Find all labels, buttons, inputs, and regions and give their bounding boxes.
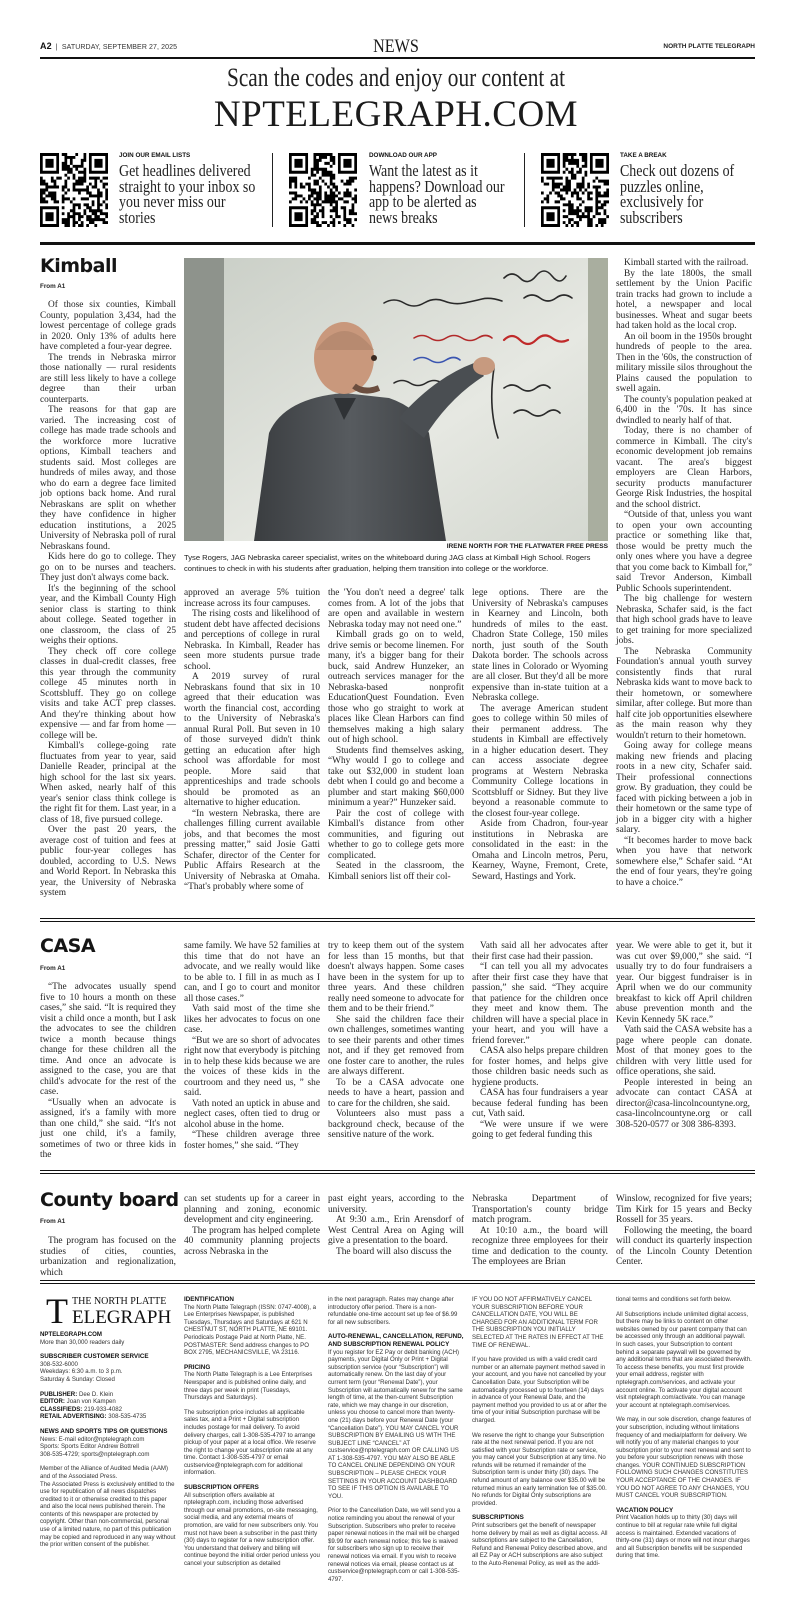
staff-label: PUBLISHER: xyxy=(40,1390,78,1398)
promo-divider xyxy=(272,153,273,227)
staff-value: Dee D. Klein xyxy=(78,1390,114,1398)
article-paragraph: “It becomes harder to move back when you have that network somewhere else,” Schafer said. “At the end of four years, they're going to have a choice.” xyxy=(616,835,752,888)
legal-paragraph: Print subscribers get the benefit of newspaper home delivery by mail as well as digital access. All subscriptions are subject to the Cancellation, Refund and Renewal Policy described above, and all EZ Pay or ACH subscriptions are also subject to the Auto-Renewal Policy, as well as the addi- xyxy=(472,1522,608,1567)
legal-paragraph: The subscription price includes all applicable sales tax, and a Print + Digital subscription includes postage for mail delivery. To avoid delivery charges, call 1-308-535-4797 to arrange pickup of your paper at a local office. We reserve the right to change your subscription rate at any time. Contact 1-308-535-4797 or email custservice@nptelegraph.com for additional information. xyxy=(184,1408,316,1477)
tips-news: News: E-mail editor@nptelegraph.com xyxy=(40,1435,145,1443)
staff-label: CLASSIFIEDS: xyxy=(40,1405,83,1413)
article-paragraph: Winslow, recognized for five years; Tim Kirk for 15 years and Becky Rossell for 35 years. xyxy=(616,1194,752,1225)
legal-paragraph: IF YOU DO NOT AFFIRMATIVELY CANCEL YOUR SUBSCRIPTION BEFORE YOUR CANCELLATION DATE, YOU WILL BE CHARGED FOR AN ADDITIONAL TERM FOR THE SUBSCRIPTION YOU INITIALLY SELECTED AT THE RATES IN EFFECT AT THE TIME OF RENEWAL. xyxy=(472,1296,604,1349)
legal-heading: SUBSCRIPTIONS xyxy=(472,1514,524,1522)
county-board-headline: County board xyxy=(40,1189,179,1211)
article-paragraph: lege options. There are the University of Nebraska's campuses in Kearney and Lincoln, both hundreds of miles to the east. Chadron State College, 150 miles north, just south of the South Dakota border. The schools across state lines in Colorado or Wyoming are all closer. But they'd all be more expensive than in-state tuition at a Nebraska college. xyxy=(472,588,608,703)
promo-puzzles-label: TAKE A BREAK xyxy=(620,152,667,159)
article-paragraph: Kimball grads go on to weld, drive semis or become linemen. For many, it's a bigger bang for their buck, said Andrew Hunzeker, an outreach services manager for the Nebraska-based nonprofit EducationQuest Foundation. Even those who go straight to work at places like Clean Harbors can find themselves making a high salary out of high school. xyxy=(328,630,464,745)
customer-service-heading: SUBSCRIBER CUSTOMER SERVICE xyxy=(40,1353,149,1361)
article-paragraph: “I can tell you all my advocates after their first case they have that passion,” she said. “They acquire that patience for the children once they meet and know them. The children will have a special place in your heart, and you will have a friend forever.” xyxy=(472,962,608,1046)
promo-divider xyxy=(524,153,525,227)
kimball-headline: Kimball xyxy=(40,255,117,277)
article-paragraph: The big challenge for western Nebraska, Schafer said, is the fact that high school grads have to leave to get training for more specialized jobs. xyxy=(616,594,752,646)
article-paragraph: People interested in being an advocate can contact CASA at director@casa-lincolncountyne.org, casa-lincolncountyne.org or call 308-520-0577 or 308 386-8393. xyxy=(616,1077,752,1130)
article-paragraph: The program has helped complete 40 community planning projects across Nebraska in the xyxy=(184,1225,320,1257)
casa-column-1 xyxy=(40,982,176,1160)
article-paragraph: The trends in Nebraska mirror those nationally — rural residents are still less likely to have a college degree than their urban counterparts. xyxy=(40,352,176,405)
article-paragraph: “The advocates usually spend five to 10 hours a month on these cases,” she said. “It is required they visit a child once a month, but I ask the advocates to see the children twice a month because things change for these children all the time. And once an advocate is assigned to the case, you are that child's advocate for the rest of the case. xyxy=(40,982,176,1097)
kimball-column-3 xyxy=(328,588,464,897)
article-paragraph: Vath said most of the time she likes her advocates to focus on one case. xyxy=(184,1004,320,1035)
article-paragraph: The Nebraska Community Foundation's annual youth survey consistently finds that rural Nebraska kids want to move back to their hometown, or somewhere similar, after college. But more than half cite job opportunities elsewhere as the main reason why they wouldn't return to their hometown. xyxy=(616,646,752,741)
article-paragraph: The average American student goes to college within 50 miles of their permanent address. The students in Kimball are effectively in a higher education desert. They can access associate degree programs at Western Nebraska Community College locations in Scottsbluff or Sidney. But they live beyond a reasonable commute to the closest four-year college. xyxy=(472,703,608,819)
section-rule xyxy=(40,242,755,245)
masthead-info xyxy=(40,1331,176,1591)
article-paragraph: Going away for college means making new friends and placing roots in a new city, Schafer said. Their professional connections grow. By graduation, they could be faced with picking between a job in their hometown or the same type of job in a bigger city with a higher salary. xyxy=(616,741,752,835)
article-paragraph: “Outside of that, unless you want to open your own accounting practice or something like that, those would be pretty much the only ones where you have a degree that you come back to Kimball for,” said Trevor Anderson, Kimball Public Schools superintendent. xyxy=(616,510,752,594)
staff-value: 308-535-4735 xyxy=(108,1413,147,1421)
article-paragraph: Kids here do go to college. They go on to be nurses and teachers. They just don't always come back. xyxy=(40,552,176,583)
article-paragraph: Vath said the CASA website has a page where people can donate. Most of that money goes to the children with very little used for office operations, she said. xyxy=(616,1025,752,1077)
county-board-column-1 xyxy=(40,1236,176,1278)
header-rule xyxy=(40,57,755,59)
article-paragraph: CASA also helps prepare children for foster homes, and helps give those children basic needs such as hygiene products. xyxy=(472,1046,608,1088)
legal-paragraph: We may, in our sole discretion, change features of your subscription, including without limitations frequency of and media/platform for delivery. We will notify you of any material changes to your subscription prior to your next renewal and sent to you before your subscription renews with those changes. YOUR CONTINUED SUBSCRIPTION FOLLOWING SUCH CHANGES CONSTITUTES YOUR ACCEPTANCE OF THE CHANGES. IF YOU DO NOT AGREE TO ANY CHANGES, YOU MUST CANCEL YOUR SUBSCRIPTION. xyxy=(616,1416,751,1500)
page-folio: A2 | SATURDAY, SEPTEMBER 27, 2025 xyxy=(40,41,178,51)
county-board-column-3 xyxy=(328,1194,464,1270)
article-paragraph: “In western Nebraska, there are challenges filling current available jobs, and that becomes the most pressing matter,” said Josie Gatti Schafer, director of the Center for Public Affairs Research at the University of Nebraska at Omaha. “That's probably where some of xyxy=(184,808,320,892)
legal-paragraph: tional terms and conditions set forth below. xyxy=(616,1296,732,1303)
legal-paragraph: All subscription offers available at nptelegraph.com, including those advertised through our email promotions, on-site messaging, social media, and any external means of promotion, are valid for new subscribers only. You must not have been a subscriber in the past thirty (30) days to register for a new subscription offer. You understand that delivery and billing will continue beyond the initial order period unless you cancel your subscription as detailed xyxy=(184,1491,320,1567)
section-divider xyxy=(40,1170,755,1174)
teacher-at-whiteboard-photo xyxy=(184,258,608,541)
promo-tagline: Scan the codes and enjoy our content at xyxy=(226,63,566,92)
legal-heading: VACATION POLICY xyxy=(616,1506,674,1514)
legal-paragraph: The North Platte Telegraph is a Lee Enterprises Newspaper and is published online daily, and three days per week in print (Tuesdays, Thursdays and Saturdays). xyxy=(184,1371,313,1402)
article-paragraph: try to keep them out of the system for less than 15 months, but that doesn't always happen. Some cases have been in the system for up to three years. And these children really need someone to advocate for them and to be their friend.” xyxy=(328,941,464,1014)
casa-column-2 xyxy=(184,941,320,1157)
staff-value: Joan von Kampen xyxy=(66,1398,116,1406)
section-divider xyxy=(40,918,755,922)
article-paragraph: “But we are so short of advocates right now that everybody is pitching in to help these kids because we are the voices of these kids in the courtroom and they need us, ” she said. xyxy=(184,1035,320,1098)
legal-paragraph: If you register for EZ Pay or debit banking (ACH) payments, your Digital Only or Print + Digital subscription service (your “Subscription”) will automatically renew. On the last day of your current term (your “Renewal Date”), your Subscription will automatically renew for the same length of time, at the then-current Subscription rate, which we may change in our discretion, unless you choose to cancel more than twenty-one (21) days before your Renewal Date (your “Cancellation Date”). YOU MAY CANCEL YOUR SUBSCRIPTION BY EMAILING US WITH THE SUBJECT LINE “CANCEL” AT custservice@nptelegraph.com OR CALLING US AT 1-308-535-4797. YOU MAY ALSO BE ABLE TO CANCEL ONLINE DEPENDING ON YOUR SUBSCRIPTION – PLEASE CHECK YOUR SETTINGS IN YOUR ACCOUNT DASHBOARD TO SEE IF THIS OPTION IS AVAILABLE TO YOU. xyxy=(328,1348,463,1500)
telegraph-logo xyxy=(46,1291,180,1331)
footer-readership: More than 30,000 readers daily xyxy=(40,1338,125,1346)
qr-code-icon[interactable] xyxy=(40,153,108,227)
article-paragraph: “We were unsure if we were going to get federal funding this xyxy=(472,1119,608,1140)
article-photo xyxy=(184,258,608,541)
article-paragraph: Aside from Chadron, four-year institutions in Nebraska are consolidated in the east: in the Omaha and Lincoln metros, Peru, Kearney, Wayne, Fremont, Crete, Seward, Hastings and York. xyxy=(472,819,608,882)
promo-app-label: DOWNLOAD OUR APP xyxy=(369,152,437,159)
promo-site-link[interactable]: NPTELEGRAPH.COM xyxy=(213,94,579,135)
staff-label: RETAIL ADVERTISING: xyxy=(40,1413,107,1421)
staff-list xyxy=(40,1391,176,1421)
qr-modules xyxy=(541,153,609,227)
section-name: NEWS xyxy=(373,36,419,57)
article-paragraph: Students find themselves asking, “Why would I go to college and take out $32,000 in student loan debt when I could go and become a plumber and start making $60,000 minimum a year?” Hunzeker said. xyxy=(328,745,464,808)
legal-column-4 xyxy=(616,1296,752,1596)
legal-heading: PRICING xyxy=(184,1363,211,1371)
article-paragraph: Kimball's college-going rate fluctuates from year to year, said Danielle Reader, principal at the high school for the last six years. When asked, nearly half of this year's senior class think college is the right fit for them. Last year, in a class of 18, five pursued college. xyxy=(40,741,176,825)
photo-caption: Tyse Rogers, JAG Nebraska career specialist, writes on the whiteboard during JAG class at Kimball High School. Rogers continues to check in with his students after graduation, helping them transition into college or the workforce. xyxy=(184,553,591,573)
article-paragraph: Volunteers also must pass a background check, because of the sensitive nature of the work. xyxy=(328,1109,464,1140)
membership-note: Member of the Alliance of Audited Media (AAM) and of the Associated Press. xyxy=(40,1465,169,1480)
ap-notice: The Associated Press is exclusively entitled to the use for republication of all news dispatches credited to it or otherwise credited to this paper and also the local news published therein. The contents of this newspaper are protected by copyright. Other than non-commercial, personal use of a limited nature, no part of this publication may be copied and reproduced in any way without the prior written consent of the publisher. xyxy=(40,1480,176,1549)
article-paragraph: Of those six counties, Kimball County, population 3,434, had the lowest percentage of college grads in 2020. Only 13% of adults here have completed a four-year degree. xyxy=(40,300,176,352)
article-paragraph: A 2019 survey of rural Nebraskans found that six in 10 agreed that their education was worth the financial cost, according to the University of Nebraska's annual Rural Poll. But seven in 10 of those surveyed didn't think getting an education after high school was affordable for most people. More said that apprenticeships and trade schools should be promoted as an alternative to higher education. xyxy=(184,672,320,808)
article-paragraph: Following the meeting, the board will conduct its quarterly inspection of the Lincoln County Detention Center. xyxy=(616,1225,752,1267)
county-board-column-4 xyxy=(472,1194,608,1270)
article-paragraph: the 'You don't need a degree' talk comes from. A lot of the jobs that are open and available in western Nebraska today may not need one.” xyxy=(328,588,464,630)
article-paragraph: same family. We have 52 families at this time that do not have an advocate, and we really would like to be able to. I fill in as much as I can, and I go to court and monitor all those cases.” xyxy=(184,941,320,1004)
casa-column-3 xyxy=(328,941,464,1157)
casa-headline: CASA xyxy=(40,935,96,957)
staff-label: EDITOR: xyxy=(40,1398,65,1406)
article-paragraph: She said the children face their own challenges, sometimes wanting to see their parents and other times not, and if they get removed from one foster care to another, the rules are always different. xyxy=(328,1014,464,1077)
tips-heading: NEWS AND SPORTS TIPS OR QUESTIONS xyxy=(40,1427,168,1435)
article-paragraph: approved an average 5% tuition increase across its four campuses. xyxy=(184,588,320,609)
article-paragraph: Today, there is no chamber of commerce in Kimball. The city's economic development job remains vacant. The area's biggest employers are Clean Harbors, security products manufacturer George Risk Industries, the hospital and the school district. xyxy=(616,426,752,510)
article-paragraph: “Usually when an advocate is assigned, it's a family with more than one child,” she said. “It's not just one child, it's a family, sometimes of two or three kids in the xyxy=(40,1097,176,1160)
county-board-jump-line: From A1 xyxy=(40,1218,66,1225)
qr-modules xyxy=(289,153,357,227)
casa-jump-line: From A1 xyxy=(40,965,66,972)
article-paragraph: The board will also discuss the xyxy=(336,1246,452,1257)
logo-line-2: ELEGRAPH xyxy=(72,1307,172,1328)
kimball-jump-line: From A1 xyxy=(40,283,66,290)
article-paragraph: past eight years, according to the university. xyxy=(328,1194,464,1215)
article-paragraph: Vath said all her advocates after their first case had their passion. xyxy=(472,941,608,962)
legal-paragraph: Prior to the Cancellation Date, we will send you a notice reminding you about the renewal of your Subscription. Subscribers who prefer to receive paper renewal notices in the mail will be charged $9.99 for each renewal notice; this fee is waived for subscribers who sign up to receive their renewal notices via email. If you wish to receive renewal notices via email, please contact us at custservice@nptelegraph.com or call 1-308-535-4797. xyxy=(328,1507,461,1583)
service-weekday-hours: Weekdays: 6:30 a.m. to 3 p.m. xyxy=(40,1368,123,1376)
article-paragraph: Over the past 20 years, the average cost of tuition and fees at public four-year colleges has doubled, according to U.S. News and World Report. In Nebraska this year, the University of Nebraska system xyxy=(40,825,176,898)
legal-paragraph: If you have provided us with a valid credit card number or an alternate payment method saved in your account, and you have not cancelled by your Cancellation Date, your Subscription will be automatically processed up to fourteen (14) days in advance of your Renewal Date, and the payment method you provided to us at or after the time of your initial Subscription purchase will be charged. xyxy=(472,1356,607,1424)
legal-paragraph: We reserve the right to change your Subscription rate at the next renewal period. If you are not satisfied with your Subscription rate or service, you may cancel your Subscription at any time. No refunds will be returned if remainder of the Subscription term is under thirty (30) days. The refund amount of any balance over $35.00 will be returned minus an early termination fee of $35.00. No refunds for Digital Only subscriptions are provided. xyxy=(472,1431,607,1507)
logo-line-1: THE NORTH PLATTE xyxy=(72,1296,167,1307)
legal-paragraph: All Subscriptions include unlimited digital access, but there may be links to content on other websites owned by our parent company that can be accessed only through an additional paywall. In such cases, your Subscription to content behind a separate paywall will be governed by any additional terms that are associated therewith. To access these benefits, you must first provide your email address, register with nptelegraph.com/services, and activate your account online. To activate your digital account visit nptelegraph.com/activate. You can manage your account at nptelegraph.com/services. xyxy=(616,1310,752,1409)
kimball-column-4 xyxy=(472,588,608,897)
casa-column-5 xyxy=(616,941,752,1157)
legal-heading: SUBSCRIPTION OFFERS xyxy=(184,1484,259,1492)
article-paragraph: CASA has four fundraisers a year because federal funding has been cut, Vath said. xyxy=(472,1088,608,1119)
logo-initial: T xyxy=(46,1291,68,1331)
promo-email-text: Get headlines delivered straight to your inbox so you never miss our stories xyxy=(119,161,256,227)
service-phone: 308-532-6000 xyxy=(40,1360,78,1368)
legal-heading: IDENTIFICATION xyxy=(184,1296,234,1303)
article-paragraph: Seated in the classroom, the Kimball seniors list off their col- xyxy=(328,861,464,882)
qr-code-icon[interactable] xyxy=(541,153,609,227)
article-paragraph: Vath noted an uptick in abuse and neglect cases, often tied to drug or alcohol abuse in the home. xyxy=(184,1098,320,1130)
service-weekend-hours: Saturday & Sunday: Closed xyxy=(40,1375,115,1383)
article-paragraph: Pair the cost of college with Kimball's distance from other communities, and figuring out whether to go to college gets more complicated. xyxy=(328,808,464,861)
footer-site-link[interactable]: NPTELEGRAPH.COM xyxy=(40,1331,102,1338)
qr-code-icon[interactable] xyxy=(289,153,357,227)
article-paragraph: It's the beginning of the school year, and the Kimball County High senior class is starting to think about college. Seated together in one classroom, the class of 25 weighs their options. xyxy=(40,583,176,646)
article-paragraph: By the late 1800s, the small settlement by the Union Pacific train tracks had grown to include a hotel, a newspaper and local businesses. Wheat and sugar beets had taken hold as the local crop. xyxy=(616,268,752,331)
staff-value: 219-933-4082 xyxy=(84,1405,122,1413)
casa-column-4 xyxy=(472,941,608,1157)
tips-sports-contact: 308-535-4729; sports@nptelegraph.com xyxy=(40,1450,150,1458)
article-paragraph: year. We were able to get it, but it was cut over $9,000,” she said. “I usually try to do four fundraisers a year. Our biggest fundraiser is in April when we do our community breakfast to kick off April children abuse prevention month and the Kevin Kennedy 5K race.” xyxy=(616,941,752,1025)
kimball-column-1 xyxy=(40,300,176,897)
photo-credit: IRENE NORTH FOR THE FLATWATER FREE PRESS xyxy=(446,543,608,550)
county-board-column-5 xyxy=(616,1194,752,1270)
article-paragraph: An oil boom in the 1950s brought hundreds of people to the area. Then in the '60s, the construction of military missile silos throughout the Plains caused the population to swell again. xyxy=(616,331,752,394)
customer-service-block xyxy=(40,1353,176,1383)
legal-paragraph: Print Vacation holds up to thirty (30) days will continue to bill at regular rate while full digital access is maintained. Extended vacations of thirty-one (31) days or more will not incur charges and all Subscription benefits will be suspended during that time. xyxy=(616,1514,750,1560)
article-paragraph: To be a CASA advocate one needs to have a heart, passion and to care for the children, she said. xyxy=(328,1077,464,1109)
article-paragraph: At 10:10 a.m., the board will recognize three employees for their time and dedication to the county. The employees are Brian xyxy=(472,1225,608,1267)
article-paragraph: Nebraska Department of Transportation's county bridge match program. xyxy=(472,1194,608,1225)
issue-date: SATURDAY, SEPTEMBER 27, 2025 xyxy=(61,44,178,51)
section-divider xyxy=(40,1280,755,1284)
legal-heading: AUTO-RENEWAL, CANCELLATION, REFUND, AND SUBSCRIPTION RENEWAL POLICY xyxy=(328,1333,464,1348)
promo-app-text: Want the latest as it happens? Download our app to be alerted as news breaks xyxy=(369,161,505,227)
legal-column-3 xyxy=(472,1296,608,1596)
article-paragraph: The program has focused on the studies of cities, counties, urbanization and regionalization, which xyxy=(40,1236,176,1278)
article-paragraph: can set students up for a career in planning and zoning, economic development and city engineering. xyxy=(184,1194,320,1225)
article-paragraph: “These children average three foster homes,” she said. “They xyxy=(184,1130,320,1151)
promo-puzzles-text: Check out dozens of puzzles online, exclusively for subscribers xyxy=(620,161,735,227)
article-paragraph: At 9:30 a.m., Erin Arensdorf of West Central Area on Aging will give a presentation to the board. xyxy=(328,1215,464,1246)
article-paragraph: They check off core college classes in dual-credit classes, free this year through the community college 45 minutes north in Scottsbluff. They go on college visits and take ACT prep classes. And they're thinking about how expensive — and far from home — college will be. xyxy=(40,646,176,741)
tips-block xyxy=(40,1428,176,1458)
legal-column-2 xyxy=(328,1296,464,1596)
qr-modules xyxy=(40,153,108,227)
promo-email-label: JOIN OUR EMAIL LISTS xyxy=(119,152,191,159)
county-board-column-2 xyxy=(184,1194,320,1270)
legal-paragraph: The North Platte Telegraph (ISSN: 0747-4008), a Lee Enterprises Newspaper, is published Tuesdays, Thursdays and Saturdays at 621 N CHESTNUT ST, NORTH PLATTE, NE 69101. Periodicals Postage Paid at North Platte, NE. POSTMASTER: Send address changes to PO BOX 2795, MECHANICSVILLE, VA 23116. xyxy=(184,1303,316,1357)
kimball-column-2 xyxy=(184,588,320,897)
legal-paragraph: in the next paragraph. Rates may change after introductory offer period. There is a non-refundable one-time account set up fee of $6.99 for all new subscribers. xyxy=(328,1296,458,1326)
legal-column-1 xyxy=(184,1296,320,1596)
article-paragraph: The rising costs and likelihood of student debt have affected decisions and perceptions of college in rural Nebraska. In Kimball, Reader has seen more students pursue trade school. xyxy=(184,609,320,672)
tips-sports: Sports: Sports Editor Andrew Bottrell xyxy=(40,1443,139,1451)
kimball-column-5 xyxy=(616,258,752,897)
article-paragraph: The reasons for that gap are varied. The increasing cost of college has made trade schools and the workforce more lucrative options, Kimball teachers and students said. Most colleges are hundreds of miles away, and those who do earn a degree face limited job options back home. And rural Nebraskans are split on whether they have confidence in higher education institutions, a 2025 University of Nebraska poll of rural Nebraskans found. xyxy=(40,405,176,552)
paper-name: NORTH PLATTE TELEGRAPH xyxy=(663,43,755,50)
page-number: A2 xyxy=(40,41,52,51)
article-paragraph: The county's population peaked at 6,400 in the '70s. It has since dwindled to nearly half of that. xyxy=(616,394,752,426)
article-paragraph: Kimball started with the railroad. xyxy=(624,258,749,268)
